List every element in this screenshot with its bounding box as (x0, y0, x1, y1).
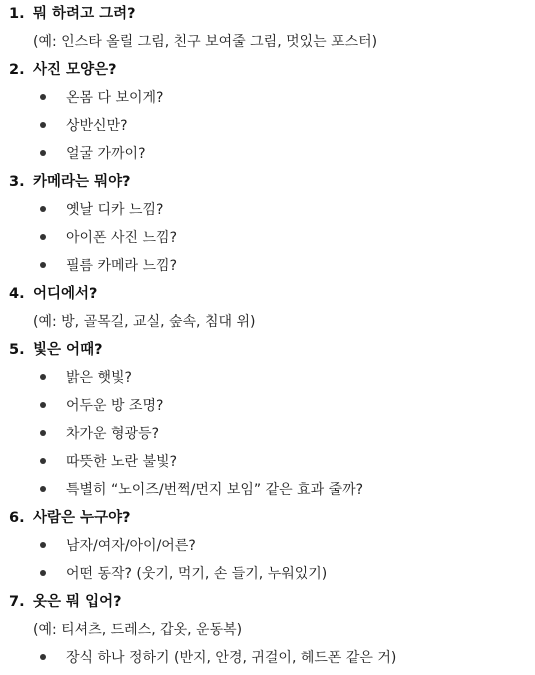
bullet-text: 밝은 햇빛? (66, 370, 132, 386)
section-heading (9, 4, 136, 24)
bullet-item (40, 564, 327, 584)
bullet-item (40, 200, 163, 220)
section-heading (9, 172, 131, 192)
bullet-item (40, 228, 177, 248)
bullet-text: 필름 카메라 느낌? (66, 258, 177, 274)
section-number: 5. (9, 342, 25, 358)
bullet-item (40, 88, 163, 108)
section-note: (예: 인스타 올릴 그림, 친구 보여줄 그림, 멋있는 포스터) (33, 34, 378, 50)
section-heading (9, 592, 122, 612)
bullet-dot-icon (40, 122, 46, 128)
bullet-item (40, 256, 177, 276)
bullet-dot-icon (40, 402, 46, 408)
bullet-dot-icon (40, 374, 46, 380)
bullet-text: 따뜻한 노란 불빛? (66, 454, 177, 470)
bullet-text: 특별히 “노이즈/번쩍/먼지 보임” 같은 효과 줄까? (66, 482, 364, 498)
section-number: 6. (9, 510, 25, 526)
bullet-item (40, 144, 146, 164)
section-title: 어디에서? (33, 286, 98, 302)
bullet-text: 차가운 형광등? (66, 426, 160, 442)
bullet-item (40, 116, 128, 136)
bullet-dot-icon (40, 430, 46, 436)
bullet-dot-icon (40, 234, 46, 240)
bullet-item (40, 480, 363, 500)
section-note: (예: 티셔츠, 드레스, 갑옷, 운동복) (33, 622, 243, 638)
section-heading (9, 508, 131, 528)
bullet-item (40, 396, 163, 416)
bullet-item (40, 368, 132, 388)
bullet-text: 옛날 디카 느낌? (66, 202, 164, 218)
section-title: 사진 모양은? (33, 62, 117, 78)
section-heading (9, 284, 97, 304)
bullet-dot-icon (40, 654, 46, 660)
bullet-dot-icon (40, 94, 46, 100)
bullet-item (40, 452, 177, 472)
bullet-item (40, 648, 396, 668)
bullet-text: 장식 하나 정하기 (반지, 안경, 귀걸이, 헤드폰 같은 거) (66, 650, 397, 666)
bullet-text: 온몸 다 보이게? (66, 90, 164, 106)
bullet-dot-icon (40, 458, 46, 464)
bullet-dot-icon (40, 262, 46, 268)
bullet-dot-icon (40, 486, 46, 492)
section-heading (9, 340, 103, 360)
section-number: 3. (9, 174, 25, 190)
section-title: 뭐 하려고 그려? (33, 6, 136, 22)
bullet-text: 어떤 동작? (웃기, 먹기, 손 들기, 누워있기) (66, 566, 328, 582)
bullet-item (40, 536, 196, 556)
bullet-item (40, 424, 159, 444)
section-note: (예: 방, 골목길, 교실, 숲속, 침대 위) (33, 314, 256, 330)
section-title: 빛은 어때? (33, 342, 103, 358)
bullet-dot-icon (40, 150, 46, 156)
section-number: 7. (9, 594, 25, 610)
section-title: 카메라는 뭐야? (33, 174, 131, 190)
section-number: 1. (9, 6, 25, 22)
bullet-dot-icon (40, 206, 46, 212)
section-number: 4. (9, 286, 25, 302)
section-title: 사람은 누구야? (33, 510, 131, 526)
section-heading (9, 60, 117, 80)
bullet-text: 상반신만? (66, 118, 128, 134)
bullet-text: 얼굴 가까이? (66, 146, 146, 162)
bullet-dot-icon (40, 570, 46, 576)
section-title: 옷은 뭐 입어? (33, 594, 122, 610)
bullet-dot-icon (40, 542, 46, 548)
bullet-text: 어두운 방 조명? (66, 398, 164, 414)
bullet-text: 아이폰 사진 느낌? (66, 230, 177, 246)
bullet-text: 남자/여자/아이/어른? (66, 538, 196, 554)
section-number: 2. (9, 62, 25, 78)
